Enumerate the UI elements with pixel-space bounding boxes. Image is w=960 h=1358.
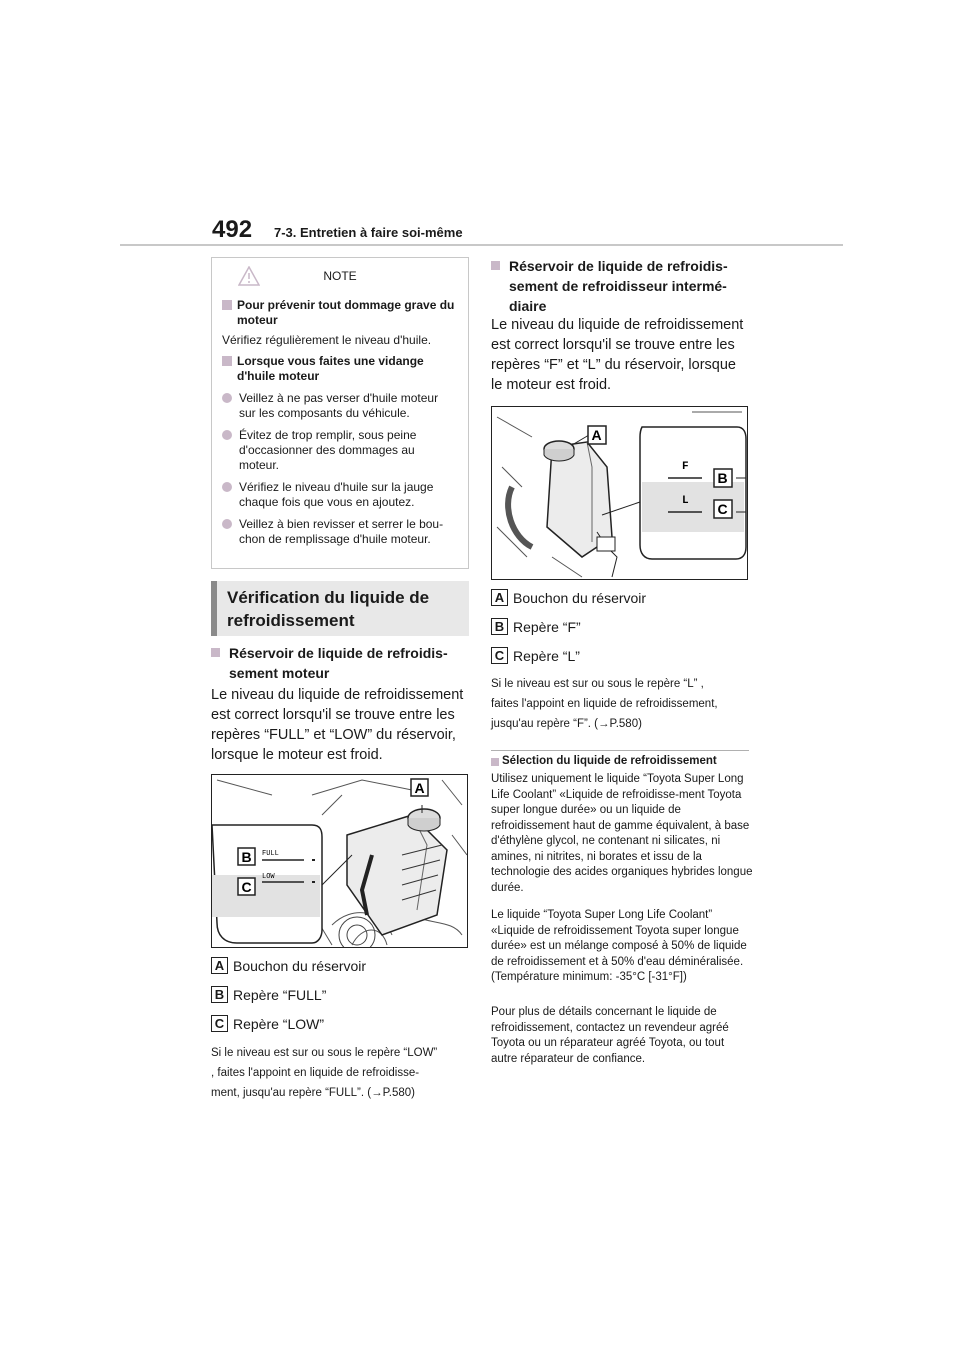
section-divider bbox=[491, 750, 749, 751]
section-heading: Vérification du liquide de refroidissement bbox=[211, 581, 469, 636]
legend-text: Bouchon du réservoir bbox=[233, 957, 367, 974]
full-mark-label: FULL bbox=[262, 850, 279, 858]
square-bullet-icon bbox=[222, 356, 232, 366]
intercooler-coolant-reservoir-figure bbox=[491, 406, 748, 580]
note-bullet bbox=[222, 517, 458, 547]
svg-text:A: A bbox=[591, 427, 602, 443]
note-line: faites l'appoint en liquide de refroidissement, bbox=[491, 698, 718, 710]
note-line: jusqu'au repère “F”. (→P.580) bbox=[491, 718, 642, 730]
low-mark-label: LOW bbox=[262, 873, 275, 881]
legend-text: Repère “L” bbox=[513, 647, 580, 664]
note-box bbox=[211, 257, 469, 569]
legend-item-a bbox=[491, 589, 646, 606]
legend-item-b bbox=[211, 986, 326, 1003]
note-line: ment, jusqu'au repère “FULL”. (→P.580) bbox=[211, 1087, 415, 1099]
round-bullet-icon bbox=[222, 519, 232, 529]
left-note bbox=[211, 1043, 473, 1103]
svg-text:B: B bbox=[241, 849, 252, 865]
legend-item-b bbox=[491, 618, 581, 635]
section-title: 7-3. Entretien à faire soi-même bbox=[274, 225, 463, 240]
legend-item-a bbox=[211, 957, 366, 974]
note-heading-1-text: Pour prévenir tout dommage grave du moteur bbox=[237, 298, 455, 327]
round-bullet-icon bbox=[222, 482, 232, 492]
legend-letter: A bbox=[491, 589, 508, 606]
note-text-1: Vérifiez régulièrement le niveau d'huile. bbox=[222, 333, 432, 347]
left-body: Le niveau du liquide de refroidissement est correct lorsqu'il se trouve entre les repères “FULL” et “LOW” du réservoir, lorsque le moteur est froid. bbox=[211, 687, 464, 763]
right-subheading-text: Réservoir de liquide de refroidis-sement de refroidisseur intermé-diaire bbox=[509, 258, 728, 314]
svg-text:A: A bbox=[414, 780, 425, 796]
note-bullet-text: Veillez à bien revisser et serrer le bou-chon de remplissage d'huile moteur. bbox=[239, 517, 444, 546]
selection-heading bbox=[491, 755, 717, 767]
round-bullet-icon bbox=[222, 393, 232, 403]
header-divider bbox=[120, 244, 843, 246]
f-mark-label: F bbox=[682, 461, 689, 473]
note-bullet-text: Vérifiez le niveau d'huile sur la jauge chaque fois que vous en ajoutez. bbox=[239, 480, 434, 509]
svg-text:C: C bbox=[241, 879, 252, 895]
square-bullet-icon bbox=[491, 758, 499, 766]
round-bullet-icon bbox=[222, 430, 232, 440]
legend-letter: C bbox=[211, 1015, 228, 1032]
note-heading-2 bbox=[222, 354, 458, 384]
note-bullet bbox=[222, 480, 458, 510]
note-line: Si le niveau est sur ou sous le repère “LOW” bbox=[211, 1047, 438, 1059]
legend-item-c bbox=[491, 647, 580, 664]
legend-text: Repère “LOW” bbox=[233, 1015, 325, 1032]
legend-text: Repère “FULL” bbox=[233, 986, 327, 1003]
engine-coolant-reservoir-figure bbox=[211, 774, 468, 948]
left-subheading bbox=[211, 643, 469, 683]
note-label: NOTE bbox=[323, 269, 357, 283]
square-bullet-icon bbox=[222, 300, 232, 310]
legend-letter: A bbox=[211, 957, 228, 974]
legend-item-c bbox=[211, 1015, 324, 1032]
legend-letter: C bbox=[491, 647, 508, 664]
page-number: 492 bbox=[212, 216, 253, 243]
selection-paragraph-1: Utilisez uniquement le liquide “Toyota Super Long Life Coolant” «Liquide de refroidisse-ment Toyota super longue durée» ou un liquide de refroidissement haut de gamme équivalent, à base d'éthylène glycol, ne contenant ni silicates, ni amines, ni nitrites, ni borates et issu de la technologie des acides organiques hybrides longue durée. bbox=[491, 773, 753, 894]
note-line: Si le niveau est sur ou sous le repère “L” , bbox=[491, 678, 704, 690]
note-bullet bbox=[222, 391, 458, 421]
page-header bbox=[212, 216, 463, 244]
note-header bbox=[222, 258, 458, 294]
left-subheading-text: Réservoir de liquide de refroidis-sement moteur bbox=[229, 645, 448, 681]
right-subheading bbox=[491, 256, 749, 316]
note-bullet-text: Évitez de trop remplir, sous peine d'occasionner des dommages au moteur. bbox=[239, 428, 417, 472]
note-heading-1 bbox=[222, 298, 458, 328]
reservoir-illustration bbox=[492, 407, 748, 580]
legend-letter: B bbox=[491, 618, 508, 635]
square-bullet-icon bbox=[211, 648, 220, 657]
legend-text: Bouchon du réservoir bbox=[513, 589, 647, 606]
svg-text:B: B bbox=[717, 470, 728, 486]
legend-text: Repère “F” bbox=[513, 618, 581, 635]
note-heading-2-text: Lorsque vous faites une vidange d'huile moteur bbox=[237, 354, 424, 383]
right-body: Le niveau du liquide de refroidissement est correct lorsqu'il se trouve entre les repères “F” et “L” du réservoir, lorsque le moteur est froid. bbox=[491, 317, 744, 393]
svg-text:C: C bbox=[717, 501, 728, 517]
selection-heading-text: Sélection du liquide de refroidissement bbox=[502, 755, 717, 767]
legend-letter: B bbox=[211, 986, 228, 1003]
selection-paragraph-3: Pour plus de détails concernant le liquide de refroidissement, contactez un revendeur agréé Toyota ou un réparateur agréé Toyota, ou tout autre réparateur de confiance. bbox=[491, 1006, 729, 1065]
right-note bbox=[491, 674, 753, 734]
l-mark-label: L bbox=[682, 495, 689, 507]
reservoir-illustration bbox=[212, 775, 468, 948]
note-line: , faites l'appoint en liquide de refroidisse- bbox=[211, 1067, 420, 1079]
note-bullet-text: Veillez à ne pas verser d'huile moteur sur les composants du véhicule. bbox=[239, 391, 439, 420]
warning-icon bbox=[238, 266, 260, 286]
note-bullet bbox=[222, 428, 458, 473]
selection-paragraph-2: Le liquide “Toyota Super Long Life Coolant” «Liquide de refroidissement Toyota super longue durée» est un mélange composé à 50% de liquide de refroidissement et à 50% d'eau déminéralisée. (Température minimum: -35°C [-31°F]) bbox=[491, 909, 747, 983]
square-bullet-icon bbox=[491, 261, 500, 270]
